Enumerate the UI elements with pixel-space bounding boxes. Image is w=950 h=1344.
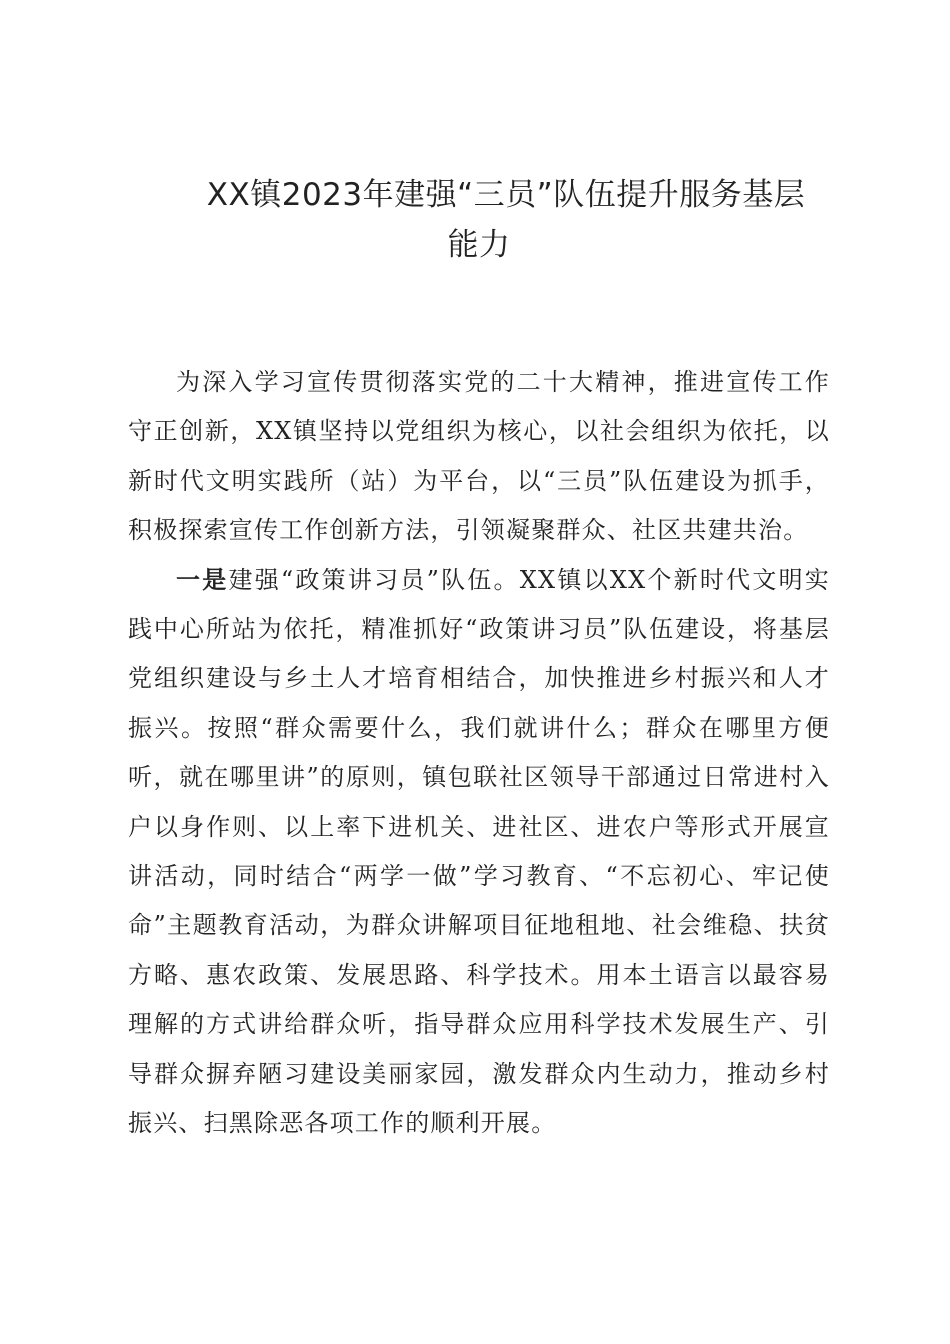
document-body xyxy=(128,358,830,1149)
section-one-lead: 一是 xyxy=(176,565,229,594)
title-line-2: 能力 xyxy=(447,227,511,263)
document-title xyxy=(128,170,830,270)
section-one-paragraph xyxy=(128,556,830,1149)
intro-paragraph xyxy=(128,358,830,556)
title-line-1: XX镇2023年建强“三员”队伍提升服务基层 xyxy=(206,177,806,213)
section-one-text: 建强“政策讲习员”队伍。XX镇以XX个新时代文明实践中心所站为依托，精准抓好“政策讲习员”队伍建设，将基层党组织建设与乡土人才培育相结合，加快推进乡村振兴和人才振兴。按照“群众需要什么，我们就讲什么；群众在哪里方便听，就在哪里讲”的原则，镇包联社区领导干部通过日常进村入户以身作则、以上率下进机关、进社区、进农户等形式开展宣讲活动，同时结合“两学一做”学习教育、“不忘初心、牢记使命”主题教育活动，为群众讲解项目征地租地、社会维稳、扶贫方略、惠农政策、发展思路、科学技术。用本土语言以最容易理解的方式讲给群众听，指导群众应用科学技术发展生产、引导群众摒弃陋习建设美丽家园，激发群众内生动力，推动乡村振兴、扫黑除恶各项工作的顺利开展。 xyxy=(128,565,830,1138)
intro-paragraph-text: 为深入学习宣传贯彻落实党的二十大精神，推进宣传工作守正创新，XX镇坚持以党组织为核心，以社会组织为依托，以新时代文明实践所（站）为平台，以“三员”队伍建设为抓手，积极探索宣传工作创新方法，引领凝聚群众、社区共建共治。 xyxy=(128,368,830,545)
